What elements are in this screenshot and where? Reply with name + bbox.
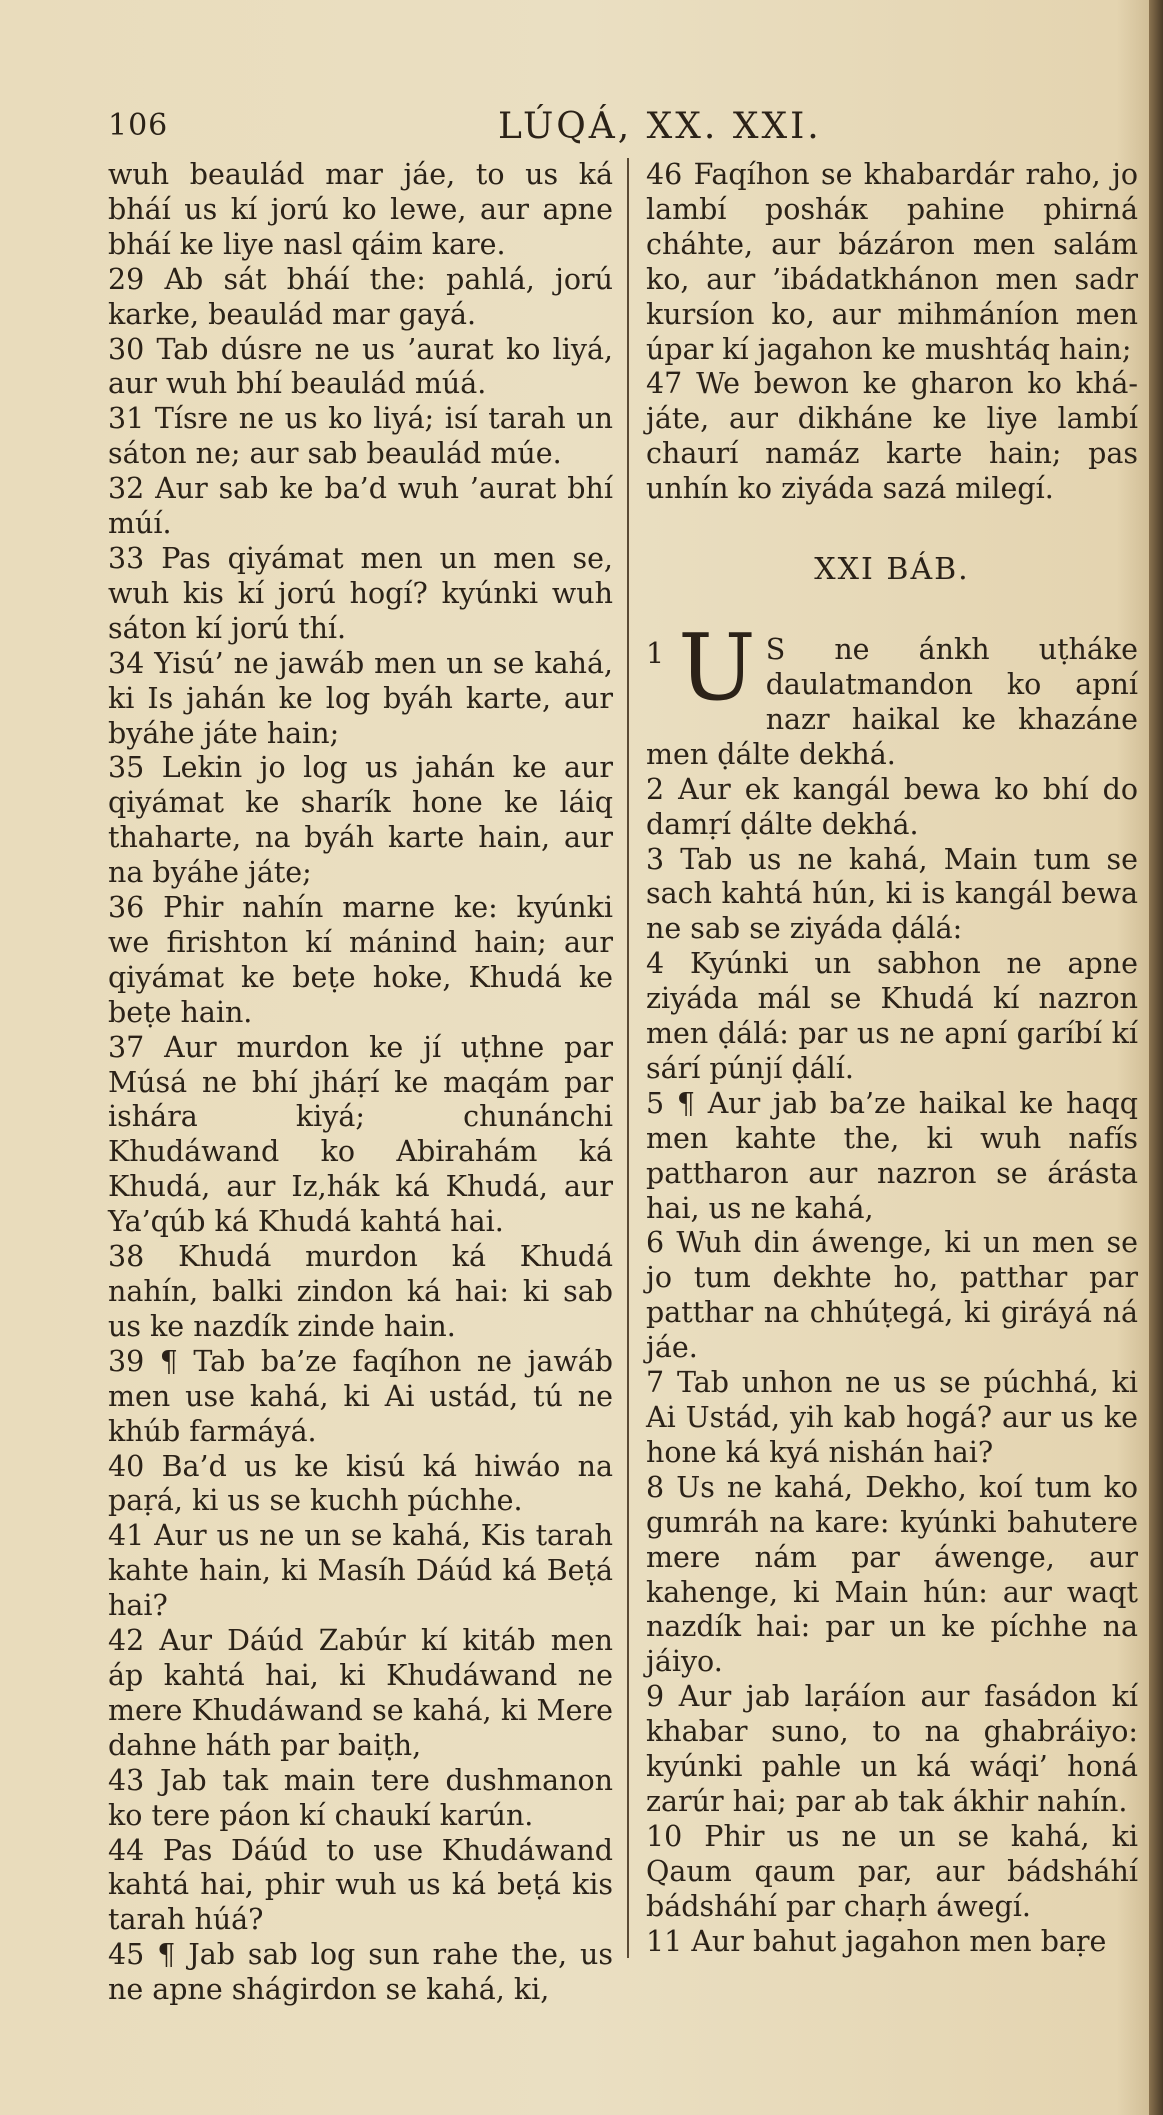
verse: 32 Aur sab ke ba’d wuh ’aurat bhí múí. <box>108 472 613 541</box>
verse: 46 Faqíhon se khabardár raho, jo lambí posháк pahine phirná cháhte, aur bázáron men salám ko, aur ’ibádatkhánon men sadr kursíon ko, aur mihmáníon men úpar kí jagahon ke mushtáq hain; <box>646 158 1138 366</box>
verse: 9 Aur jab laṛáíon aur fasádon kí khabar suno, to na ghabráiyo: kyúnki pahle un ká wáqi’ honá zarúr hai; par ab tak ákhir nahín. <box>646 1680 1138 1818</box>
right-column <box>646 158 1138 1960</box>
verse: 44 Pas Dáúd to use Khudáwand kahtá hai, phir wuh us ká beṭá kis tarah húá? <box>108 1833 613 1937</box>
verse: 7 Tab unhon ne us se púchhá, ki Ai Ustád, yih kab hogá? aur us ke hone ká kyá nishán hai? <box>646 1366 1138 1469</box>
page-edge <box>1149 0 1163 2115</box>
verse: 47 We bewon ke gharon ko khá-játe, aur dikháne ke liye lambí chaurí namáz karte hain; pas unhín ko ziyáda sazá milegí. <box>646 367 1138 506</box>
verse: 36 Phir nahín marne ke: kyúnki we firishton kí mánind hain; aur qiyámat ke beṭe hoke, Khudá ke beṭe hain. <box>108 891 613 1029</box>
verse: 30 Tab dúsre ne us ’aurat ko liyá, aur wuh bhí beaulád múá. <box>108 332 613 401</box>
left-column <box>108 158 613 2008</box>
first-verse-text: S ne ánkh uṭháke daulatmandon ko apní nazr haikal ke khazáne men ḍálte dekhá. <box>646 633 1138 771</box>
verse: 2 Aur ek kangál bewa ko bhí do damṛí ḍálte dekhá. <box>646 772 1138 841</box>
verse: wuh beaulád mar jáe, to us ká bháí us kí jorú ko lewe, aur apne bháí ke liye nasl qáim kare. <box>108 158 613 261</box>
verse: 8 Us ne kahá, Dekho, koí tum ko gumráh na kare: kyúnki bahutere mere nám par áwenge, aur kahenge, ki Main hún: aur waqt nazdík hai: par un ke píchhe na jáiyo. <box>646 1470 1138 1679</box>
verse: 42 Aur Dáúd Zabúr kí kitáb men áp kahtá hai, ki Khudáwand ne mere Khudáwand se kahá, ki Mere dahne háth par baiṭh, <box>108 1624 613 1762</box>
verse: 5 ¶ Aur jab ba’ze haikal ke haqq men kahte the, ki wuh nafís pattharon aur nazron se árásta hai, us ne kahá, <box>646 1086 1138 1225</box>
verse: 33 Pas qiyámat men un men se, wuh kis kí jorú hogí? kyúnki wuh sáton kí jorú thí. <box>108 541 613 645</box>
verse: 31 Tísre ne us ko liyá; isí tarah un sáton ne; aur sab beaulád múe. <box>108 402 613 471</box>
verse: 34 Yisú’ ne jawáb men un se kahá, ki Is jahán ke log byáh karte, aur byáhe játe hain; <box>108 646 613 750</box>
drop-cap: U <box>678 614 756 722</box>
verse: 10 Phir us ne un se kahá, ki Qaum qaum par, aur bádsháhí bádsháhí par chaṛh áwegí. <box>646 1819 1138 1923</box>
verse: 43 Jab tak main tere dushmanon ko tere páon kí chaukí karún. <box>108 1763 613 1832</box>
verse: 11 Aur bahut jagahon men baṛe <box>646 1924 1107 1958</box>
verse: 37 Aur murdon ke jí uṭhne par Músá ne bhí jháṛí ke maqám par ishára kiyá; chunánchi Khudáwand ko Abirahám ká Khudá, aur Iz,hák ká Khudá, aur Ya’qúb ká Khudá kahtá hai. <box>108 1030 613 1239</box>
verse: 35 Lekin jo log us jahán ke aur qiyámat ke sharík hone ke láiq thaharte, na byáh karte hain, aur na byáhe játe; <box>108 751 613 890</box>
page-header <box>108 100 1138 150</box>
verse: 29 Ab sát bháí the: pahlá, jorú karke, beaulád mar gayá. <box>108 262 613 331</box>
chapter-heading: XXI BÁB. <box>814 552 970 588</box>
verse: 45 ¶ Jab sab log sun rahe the, us ne apne shágirdon se kahá, ki, <box>108 1938 613 2007</box>
verse: 40 Ba’d us ke kisú ká hiwáo na paṛá, ki us se kuchh púchhe. <box>108 1449 613 1518</box>
verse: 38 Khudá murdon ká Khudá nahín, balki zindon ká hai: ki sab us ke nazdík zinde hain. <box>108 1240 613 1343</box>
verse-number: 1 <box>646 637 665 671</box>
column-divider <box>627 158 629 1958</box>
verse: 41 Aur us ne un se kahá, Kis tarah kahte hain, ki Masíh Dáúd ká Beṭá hai? <box>108 1519 613 1623</box>
first-verse <box>646 614 1138 773</box>
verse: 4 Kyúnki un sabhon ne apne ziyáda mál se Khudá kí nazron men ḍálá: par us ne apní garíbí kí sárí púnjí ḍálí. <box>646 947 1138 1085</box>
verse: 3 Tab us ne kahá, Main tum se sach kahtá hún, ki is kangál bewa ne sab se ziyáda ḍálá: <box>646 842 1138 946</box>
running-title: LÚQÁ, XX. XXI. <box>498 106 822 147</box>
verse: 6 Wuh din áwenge, ki un men se jo tum dekhte ho, patthar par patthar na chhúṭegá, ki giráyá ná jáe. <box>646 1226 1138 1365</box>
verse: 39 ¶ Tab ba’ze faqíhon ne jawáb men use kahá, ki Ai ustád, tú ne khúb farmáyá. <box>108 1344 613 1448</box>
page-number: 106 <box>108 108 169 143</box>
